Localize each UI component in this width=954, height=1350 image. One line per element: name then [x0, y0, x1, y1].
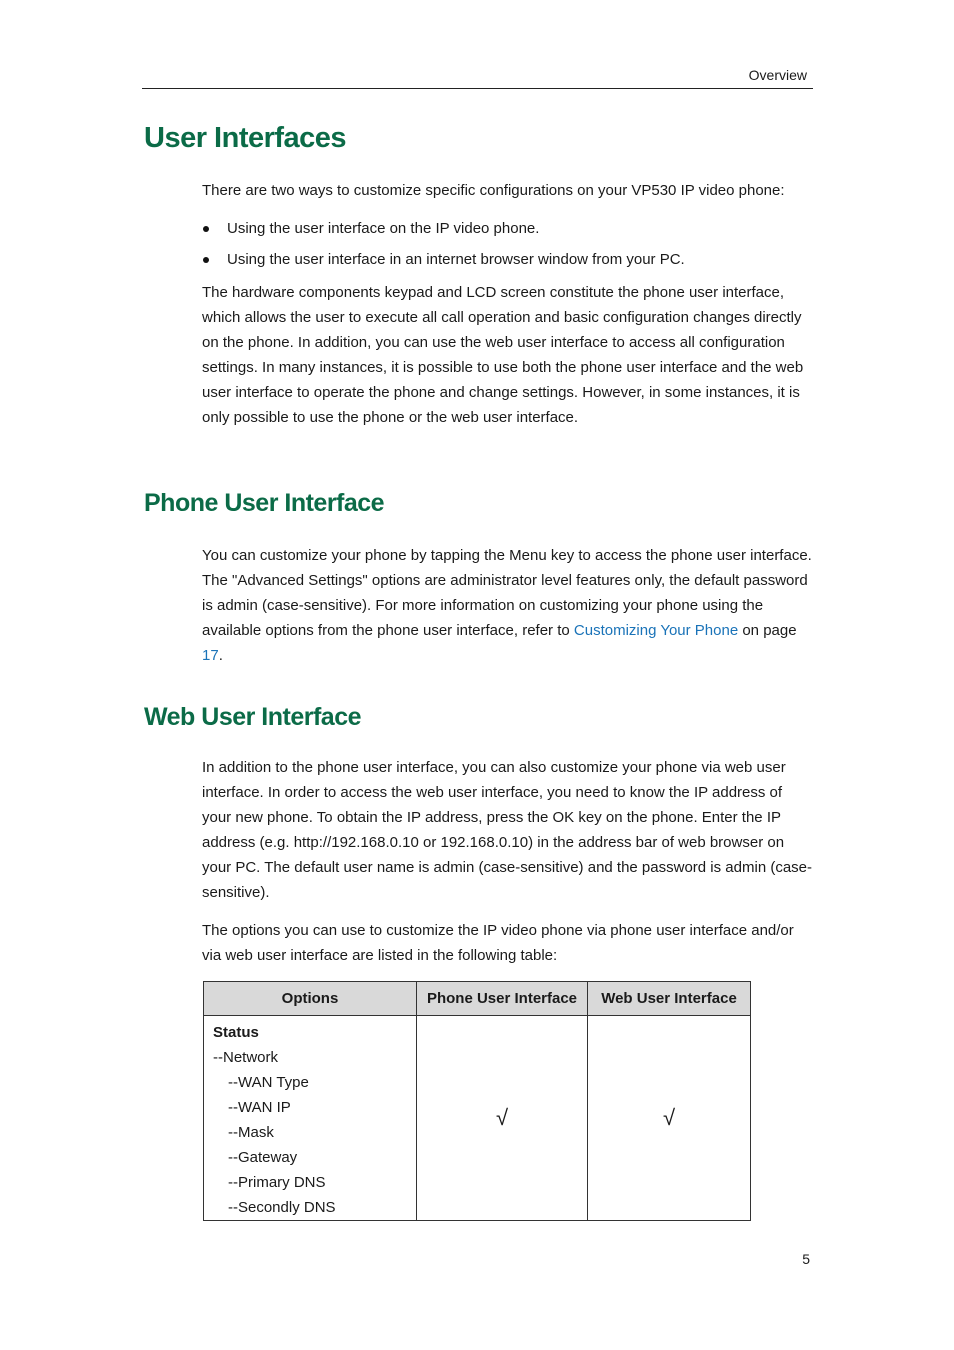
option-item: --Mask	[228, 1124, 274, 1141]
option-item: --WAN Type	[228, 1074, 309, 1091]
option-item: --Secondly DNS	[228, 1199, 336, 1216]
section-heading-phone-user-interface: Phone User Interface	[144, 489, 385, 517]
table-intro-paragraph: The options you can use to customize the IP video phone via phone user interface and/or via web user interface are listed in the following table:	[202, 922, 794, 964]
list-item-text: Using the user interface in an internet browser window from your PC.	[227, 251, 685, 268]
list-item	[202, 247, 814, 278]
bullet-list	[202, 216, 814, 278]
option-item: Status	[213, 1024, 259, 1041]
list-item-text: Using the user interface on the IP video phone.	[227, 220, 540, 237]
phone-ui-text: You can customize your phone by tapping the Menu key to access the phone user interface. The "Advanced Settings" options are administrator level features only, the default password is admin (case-sensitive). For more information on customizing your phone using the available options from the phone user interface, refer to	[202, 547, 812, 639]
column-header-phone-ui: Phone User Interface	[417, 982, 588, 1016]
intro-paragraph: There are two ways to customize specific configurations on your VP530 IP video phone:	[202, 182, 785, 199]
customizing-your-phone-link[interactable]: Customizing Your Phone	[573, 622, 739, 639]
running-header-title: Overview	[748, 67, 807, 83]
option-item: --WAN IP	[228, 1099, 291, 1116]
option-item: --Gateway	[228, 1149, 298, 1166]
section-heading-user-interfaces: User Interfaces	[144, 122, 347, 154]
phone-ui-text-mid: on page	[738, 622, 797, 639]
table-header-row	[204, 982, 751, 1016]
header-rule	[142, 88, 813, 89]
web-ui-paragraph: In addition to the phone user interface, you can also customize your phone via web user interface. In order to access the web user interface, you need to know the IP address of your new phone. To obtain the IP address, press the OK key on the phone. Enter the IP address (e.g. http://192.168.0.10 or 192.168.0.10) in the address bar of web browser on your PC. The default user name is admin (case-sensitive) and the password is admin (case-sensitive).	[202, 759, 812, 901]
section-heading-web-user-interface: Web User Interface	[144, 703, 362, 731]
list-item	[202, 216, 814, 247]
column-header-web-ui: Web User Interface	[588, 982, 751, 1016]
user-interfaces-body: The hardware components keypad and LCD screen constitute the phone user interface, which allows the user to execute all call operation and basic configuration changes directly on the phone. In addition, you can use the web user interface to access all configuration settings. In many instances, it is possible to use both the phone user interface and the web user interface to operate the phone and change settings. However, in some instances, it is only possible to use the phone or the web user interface.	[202, 284, 804, 426]
options-table	[203, 981, 751, 1221]
phone-ui-check-icon: √	[417, 1016, 588, 1221]
bullet-icon	[203, 226, 209, 232]
options-cell	[204, 1016, 417, 1221]
table-row	[204, 1016, 751, 1221]
phone-ui-paragraph	[202, 543, 814, 668]
page-number: 5	[802, 1251, 810, 1267]
bullet-icon	[203, 257, 209, 263]
option-item: --Network	[213, 1049, 279, 1066]
page-reference-link[interactable]: 17	[202, 647, 219, 664]
phone-ui-text-end: .	[218, 647, 223, 664]
web-ui-check-icon: √	[588, 1016, 751, 1221]
option-item: --Primary DNS	[228, 1174, 326, 1191]
column-header-options: Options	[204, 982, 417, 1016]
